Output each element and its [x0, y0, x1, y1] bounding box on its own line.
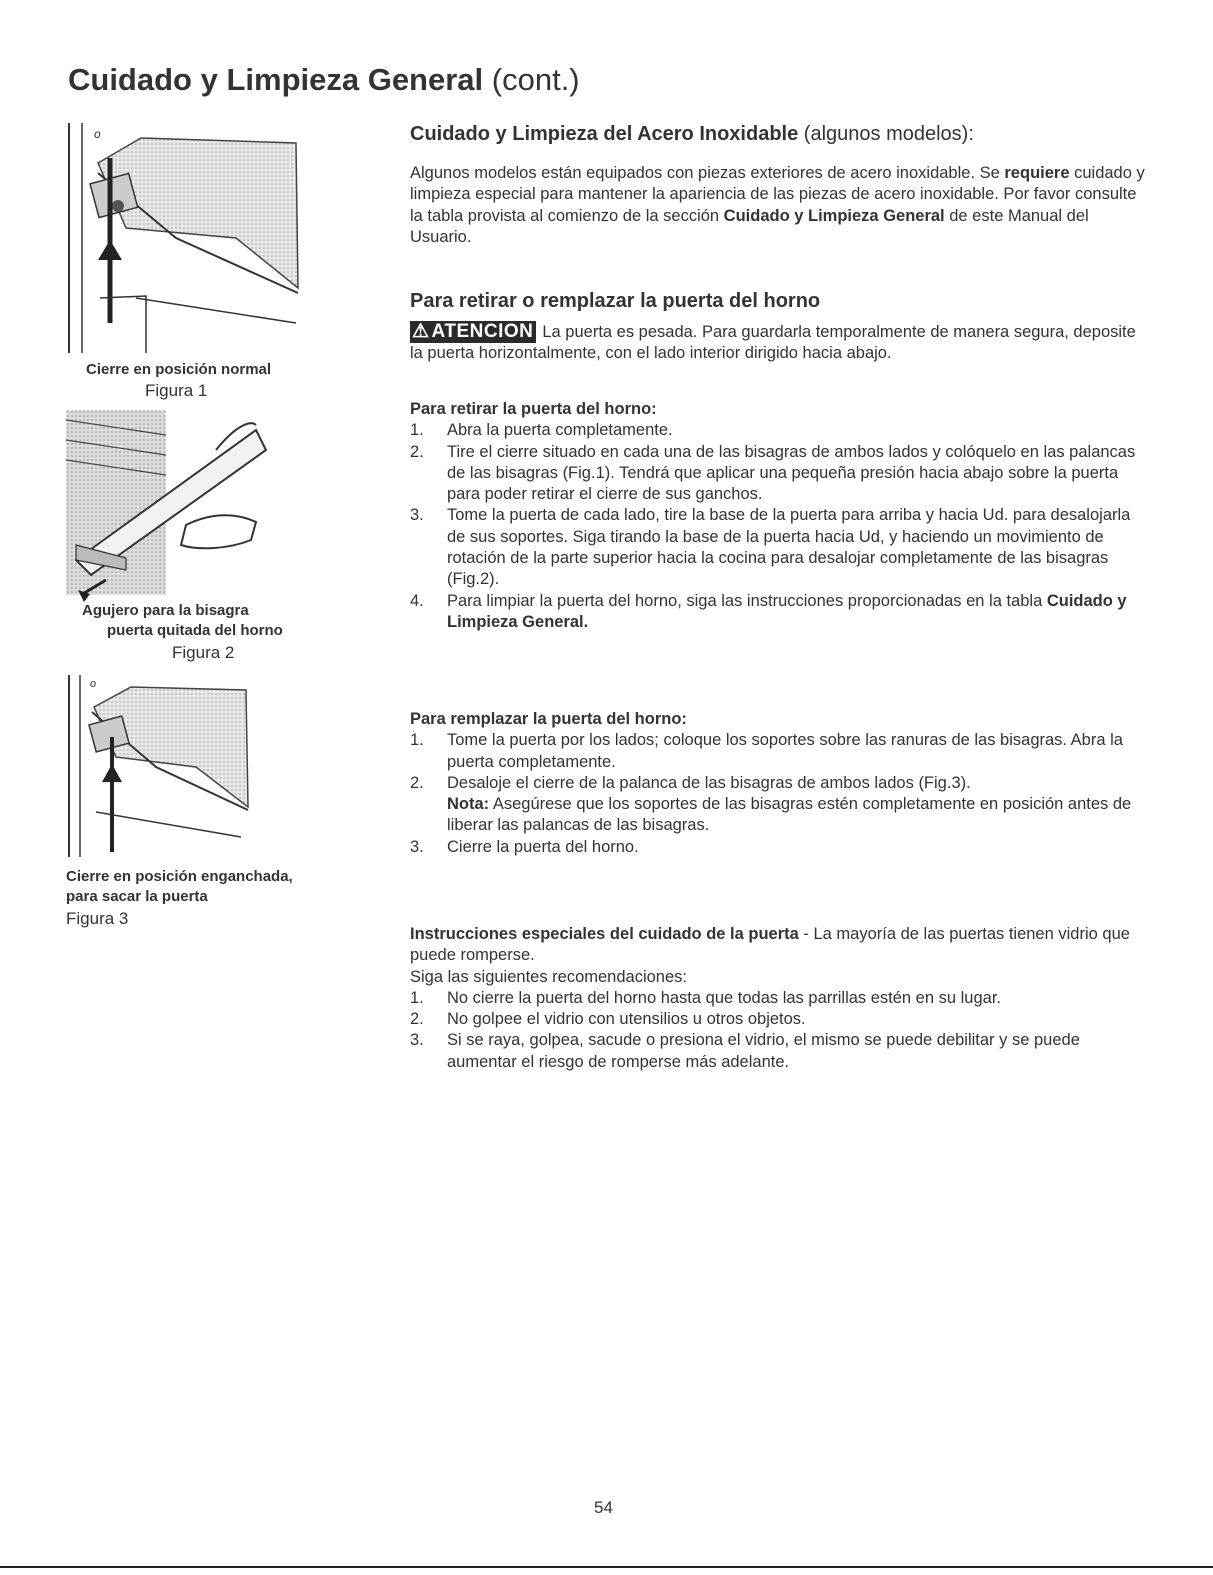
list-item: 4. Para limpiar la puerta del horno, siga las instrucciones proporcionadas en la tabla Cuidado y Limpieza General. — [410, 591, 1127, 631]
remove-section — [410, 399, 1150, 633]
list-item: 2. Tire el cierre situado en cada una de las bisagras de ambos lados y colóquelo en las palancas de las bisagras (Fig.1). Tendrá que aplicar una pequeña presión hacia abajo sobre la puerta para poder retirar el cierre de sus ganchos. — [410, 442, 1136, 504]
list-item: 1. Tome la puerta por los lados; coloque los soportes sobre las ranuras de las bisagras. Abra la puerta completamente. — [410, 731, 1123, 771]
remove-heading: Para retirar la puerta del horno: — [410, 400, 657, 418]
figure-1-caption: Cierre en posición normal — [86, 361, 272, 378]
special-intro2: Siga las siguientes recomendaciones: — [410, 967, 687, 986]
figure-2-caption-line2: puerta quitada del horno — [107, 622, 283, 639]
list-item: 2. Desaloje el cierre de la palanca de las bisagras de ambos lados (Fig.3). Nota: Asegúrese que los soportes de las bisagras estén completamente en posición antes de liberar las palancas de las bisagras. — [410, 773, 1132, 835]
figure-1-illustration — [66, 118, 306, 358]
list-item: 2. No golpee el vidrio con utensilios u otros objetos. — [410, 1010, 806, 1029]
remove-steps — [410, 420, 1150, 633]
stainless-paragraph: Algunos modelos están equipados con piezas exteriores de acero inoxidable. Se requiere cuidado y limpieza especial para mantener la apariencia de las piezas de acero inoxidable. Por favor consulte la tabla provista al comienzo de la sección Cuidado y Limpieza General de este Manual del Usuario. — [410, 164, 1145, 246]
replace-heading: Para remplazar la puerta del horno: — [410, 710, 687, 728]
warning-triangle-icon: ⚠ — [412, 321, 430, 342]
special-section — [410, 924, 1150, 1073]
svg-text:o: o — [94, 127, 101, 141]
figure-3-illustration — [66, 672, 256, 862]
stainless-heading: Cuidado y Limpieza del Acero Inoxidable (algunos modelos): — [410, 123, 974, 145]
list-item: 3. Tome la puerta de cada lado, tire la base de la puerta para arriba y hacia Ud. para desalojarla de sus soportes. Siga tirando la base de la puerta hacia Ud, y haciendo un movimiento de rotación de la parte superior hacia la cocina para desalojar completamente de las bisagras (Fig.2). — [410, 506, 1131, 589]
replace-steps — [410, 730, 1150, 858]
list-item: 3. Cierre la puerta del horno. — [410, 837, 639, 856]
replace-section — [410, 709, 1150, 858]
special-intro: Instrucciones especiales del cuidado de la puerta - La mayoría de las puertas tienen vidrio que puede romperse. — [410, 925, 1130, 965]
warning-badge: ⚠ ATENCION — [410, 321, 536, 343]
list-item: 1. No cierre la puerta del horno hasta que todas las parrillas estén en su lugar. — [410, 988, 1001, 1007]
figure-1-label: Figura 1 — [145, 381, 208, 400]
footer-rule — [0, 1566, 1213, 1568]
door-section — [410, 288, 1150, 365]
list-item: 3. Si se raya, golpea, sacude o presiona el vidrio, el mismo se puede debilitar y se puede aumentar el riesgo de romperse más adelante. — [410, 1031, 1080, 1071]
svg-text:o: o — [90, 678, 97, 690]
figure-3-caption-line1: Cierre en posición enganchada, — [66, 868, 293, 885]
stainless-section — [410, 121, 1150, 248]
door-heading: Para retirar o remplazar la puerta del horno — [410, 290, 821, 312]
figure-3-label: Figura 3 — [66, 909, 129, 928]
list-item: 1. Abra la puerta completamente. — [410, 421, 673, 440]
special-steps — [410, 988, 1150, 1073]
warning-paragraph: ⚠ ATENCION La puerta es pesada. Para guardarla temporalmente de manera segura, deposite la puerta horizontalmente, con el lado interior dirigido hacia abajo. — [410, 321, 1136, 363]
page-number: 54 — [594, 1498, 613, 1517]
figure-2-caption-line1: Agujero para la bisagra — [82, 602, 249, 619]
figure-2-label: Figura 2 — [172, 643, 235, 662]
figure-3-caption-line2: para sacar la puerta — [66, 888, 208, 905]
page-title: Cuidado y Limpieza General (cont.) — [68, 62, 580, 97]
figure-2-illustration — [66, 410, 276, 605]
